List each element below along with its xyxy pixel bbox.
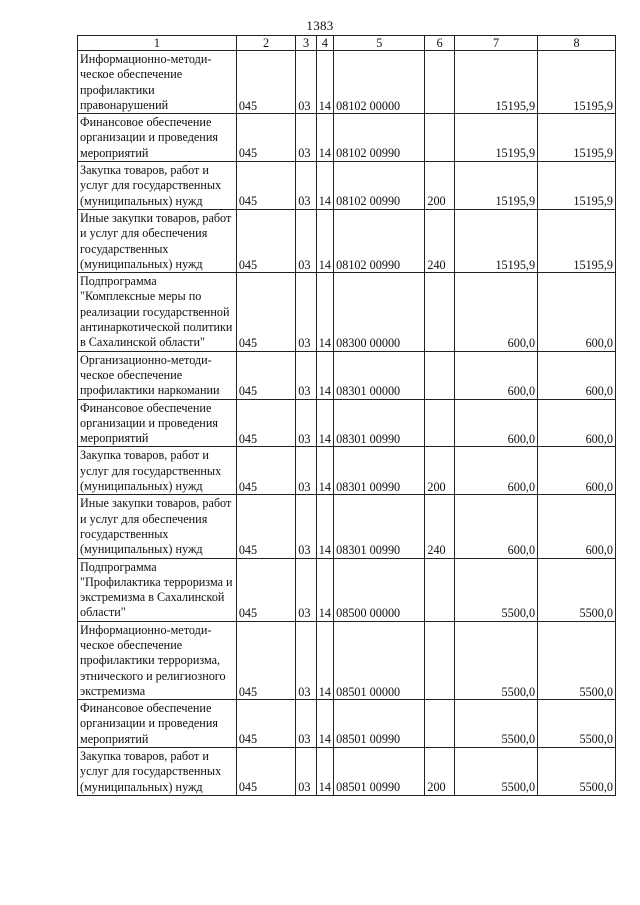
row-section-cell: 03 (296, 621, 316, 699)
header-cell-6: 6 (425, 36, 455, 51)
row-amount-final-cell: 15195,9 (538, 209, 616, 272)
row-expense-type-cell (425, 558, 455, 621)
row-subsection-cell: 14 (316, 399, 333, 447)
header-cell-5: 5 (334, 36, 425, 51)
row-amount-cell: 600,0 (455, 495, 538, 558)
row-amount-final-cell: 600,0 (538, 495, 616, 558)
table-row (78, 700, 616, 748)
table-row (78, 495, 616, 558)
row-target-article-cell: 08102 00990 (334, 209, 425, 272)
row-subsection-cell: 14 (316, 114, 333, 162)
row-amount-final-cell: 600,0 (538, 351, 616, 399)
row-name-cell: Организационно-методи-ческое обеспечение профилактики наркомании (78, 351, 237, 399)
row-admin-code-cell: 045 (236, 495, 295, 558)
row-subsection-cell: 14 (316, 700, 333, 748)
header-cell-1: 1 (78, 36, 237, 51)
row-target-article-cell: 08102 00990 (334, 162, 425, 210)
row-amount-cell: 600,0 (455, 447, 538, 495)
row-section-cell: 03 (296, 162, 316, 210)
header-row (78, 36, 616, 51)
row-expense-type-cell (425, 273, 455, 351)
row-amount-cell: 5500,0 (455, 558, 538, 621)
row-target-article-cell: 08301 00990 (334, 447, 425, 495)
row-admin-code-cell: 045 (236, 748, 295, 796)
header-cell-7: 7 (455, 36, 538, 51)
row-expense-type-cell (425, 700, 455, 748)
row-amount-cell: 15195,9 (455, 162, 538, 210)
page-number: 1383 (306, 18, 334, 33)
row-amount-final-cell: 15195,9 (538, 162, 616, 210)
row-expense-type-cell: 200 (425, 447, 455, 495)
row-admin-code-cell: 045 (236, 621, 295, 699)
row-name-cell: Закупка товаров, работ и услуг для государственных (муниципальных) нужд (78, 447, 237, 495)
row-amount-cell: 15195,9 (455, 114, 538, 162)
table-row (78, 114, 616, 162)
row-subsection-cell: 14 (316, 495, 333, 558)
row-amount-final-cell: 5500,0 (538, 558, 616, 621)
row-admin-code-cell: 045 (236, 51, 295, 114)
row-subsection-cell: 14 (316, 51, 333, 114)
row-name-cell: Информационно-методи-ческое обеспечение профилактики терроризма, этнического и религиозного экстремизма (78, 621, 237, 699)
row-expense-type-cell: 200 (425, 748, 455, 796)
row-amount-final-cell: 15195,9 (538, 114, 616, 162)
row-target-article-cell: 08501 00000 (334, 621, 425, 699)
row-section-cell: 03 (296, 273, 316, 351)
row-section-cell: 03 (296, 351, 316, 399)
row-amount-final-cell: 5500,0 (538, 700, 616, 748)
table-body (78, 51, 616, 796)
row-admin-code-cell: 045 (236, 273, 295, 351)
row-section-cell: 03 (296, 399, 316, 447)
row-name-cell: Иные закупки товаров, работ и услуг для обеспечения государственных (муниципальных) нужд (78, 495, 237, 558)
row-amount-cell: 5500,0 (455, 700, 538, 748)
row-amount-cell: 15195,9 (455, 51, 538, 114)
row-amount-final-cell: 600,0 (538, 399, 616, 447)
row-subsection-cell: 14 (316, 162, 333, 210)
row-amount-final-cell: 5500,0 (538, 621, 616, 699)
row-amount-cell: 15195,9 (455, 209, 538, 272)
table-row (78, 748, 616, 796)
header-cell-3: 3 (296, 36, 316, 51)
row-subsection-cell: 14 (316, 209, 333, 272)
table-row (78, 399, 616, 447)
row-name-cell: Финансовое обеспечение организации и проведения мероприятий (78, 399, 237, 447)
row-admin-code-cell: 045 (236, 399, 295, 447)
row-expense-type-cell: 240 (425, 209, 455, 272)
row-subsection-cell: 14 (316, 558, 333, 621)
row-admin-code-cell: 045 (236, 162, 295, 210)
row-amount-cell: 600,0 (455, 399, 538, 447)
row-admin-code-cell: 045 (236, 114, 295, 162)
row-target-article-cell: 08300 00000 (334, 273, 425, 351)
table-row (78, 447, 616, 495)
row-amount-final-cell: 15195,9 (538, 51, 616, 114)
row-section-cell: 03 (296, 209, 316, 272)
row-admin-code-cell: 045 (236, 351, 295, 399)
row-section-cell: 03 (296, 495, 316, 558)
row-amount-final-cell: 5500,0 (538, 748, 616, 796)
row-target-article-cell: 08102 00000 (334, 51, 425, 114)
row-target-article-cell: 08501 00990 (334, 748, 425, 796)
row-target-article-cell: 08500 00000 (334, 558, 425, 621)
row-expense-type-cell (425, 621, 455, 699)
row-name-cell: Подпрограмма "Комплексные меры по реализации государственной антинаркотической политики в Сахалинской области" (78, 273, 237, 351)
row-admin-code-cell: 045 (236, 700, 295, 748)
table-row (78, 351, 616, 399)
row-amount-cell: 5500,0 (455, 621, 538, 699)
table-row (78, 558, 616, 621)
row-name-cell: Закупка товаров, работ и услуг для государственных (муниципальных) нужд (78, 162, 237, 210)
row-name-cell: Подпрограмма "Профилактика терроризма и экстремизма в Сахалинской области" (78, 558, 237, 621)
table-row (78, 209, 616, 272)
row-amount-cell: 5500,0 (455, 748, 538, 796)
row-expense-type-cell: 240 (425, 495, 455, 558)
row-name-cell: Информационно-методи-ческое обеспечение профилактики правонарушений (78, 51, 237, 114)
header-cell-8: 8 (538, 36, 616, 51)
row-expense-type-cell: 200 (425, 162, 455, 210)
row-subsection-cell: 14 (316, 748, 333, 796)
row-admin-code-cell: 045 (236, 558, 295, 621)
row-target-article-cell: 08301 00990 (334, 399, 425, 447)
row-amount-final-cell: 600,0 (538, 447, 616, 495)
row-admin-code-cell: 045 (236, 447, 295, 495)
row-expense-type-cell (425, 351, 455, 399)
row-name-cell: Финансовое обеспечение организации и проведения мероприятий (78, 700, 237, 748)
row-expense-type-cell (425, 114, 455, 162)
row-name-cell: Финансовое обеспечение организации и проведения мероприятий (78, 114, 237, 162)
row-target-article-cell: 08102 00990 (334, 114, 425, 162)
row-target-article-cell: 08301 00000 (334, 351, 425, 399)
table-row (78, 621, 616, 699)
row-section-cell: 03 (296, 447, 316, 495)
header-cell-4: 4 (316, 36, 333, 51)
row-section-cell: 03 (296, 51, 316, 114)
row-section-cell: 03 (296, 114, 316, 162)
row-section-cell: 03 (296, 558, 316, 621)
row-subsection-cell: 14 (316, 273, 333, 351)
row-expense-type-cell (425, 399, 455, 447)
row-admin-code-cell: 045 (236, 209, 295, 272)
row-amount-final-cell: 600,0 (538, 273, 616, 351)
row-target-article-cell: 08501 00990 (334, 700, 425, 748)
row-subsection-cell: 14 (316, 351, 333, 399)
budget-table (77, 35, 616, 796)
table-row (78, 51, 616, 114)
row-amount-cell: 600,0 (455, 273, 538, 351)
row-subsection-cell: 14 (316, 447, 333, 495)
row-name-cell: Закупка товаров, работ и услуг для государственных (муниципальных) нужд (78, 748, 237, 796)
header-cell-2: 2 (236, 36, 295, 51)
row-amount-cell: 600,0 (455, 351, 538, 399)
row-target-article-cell: 08301 00990 (334, 495, 425, 558)
table-row (78, 162, 616, 210)
row-section-cell: 03 (296, 700, 316, 748)
row-subsection-cell: 14 (316, 621, 333, 699)
row-section-cell: 03 (296, 748, 316, 796)
table-row (78, 273, 616, 351)
row-name-cell: Иные закупки товаров, работ и услуг для обеспечения государственных (муниципальных) нужд (78, 209, 237, 272)
row-expense-type-cell (425, 51, 455, 114)
